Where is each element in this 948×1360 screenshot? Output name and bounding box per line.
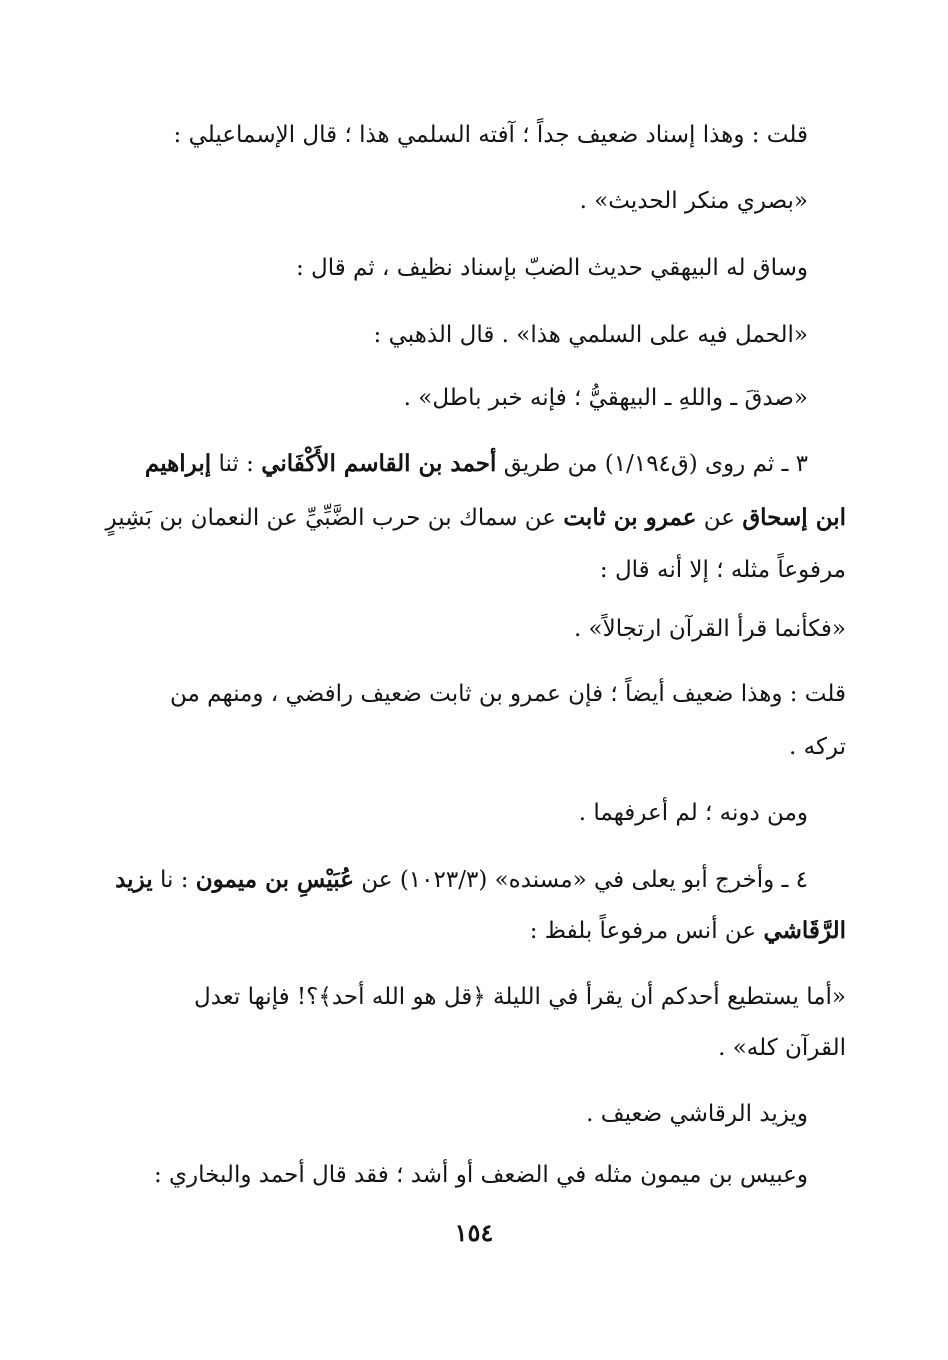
text-line-5: «صدقَ ـ واللهِ ـ البيهقيُّ ؛ فإنه خبر باطل» . [403, 385, 808, 411]
line-6-part-1: ٣ ـ ثم روى (ق١/١٩٤) من طريق [496, 451, 808, 477]
narrator-name-akfani: أحمد بن القاسم الأَكْفَاني [261, 450, 497, 477]
text-line-17: ويزيد الرقاشي ضعيف . [586, 1101, 808, 1127]
narrator-name-yazid: يزيد [115, 866, 153, 893]
text-line-16: القرآن كله» . [718, 1035, 846, 1061]
line-13-part-1: ٤ ـ وأخرج أبو يعلى في «مسنده» (١٠٢٣/٣) عن [353, 867, 808, 893]
text-line-13 [115, 865, 808, 895]
narrator-name-raqashi: الرَّقَاشي [763, 917, 846, 944]
text-line-8: مرفوعاً مثله ؛ إلا أنه قال : [599, 557, 846, 583]
text-line-1: قلت : وهذا إسناد ضعيف جداً ؛ آفته السلمي هذا ؛ قال الإسماعيلي : [173, 122, 808, 148]
text-line-7 [106, 503, 846, 533]
text-line-15: «أما يستطيع أحدكم أن يقرأ في الليلة ﴿قل هو الله أحد﴾؟! فإنها تعدل [194, 984, 846, 1010]
text-line-9: «فكأنما قرأ القرآن ارتجالاً» . [573, 616, 846, 642]
text-line-14 [530, 916, 846, 946]
line-7-part-4: عن سماك بن حرب الضَّبِّيِّ عن النعمان بن بَشِيرٍ [105, 505, 564, 531]
line-14-part-2: عن أنس مرفوعاً بلفظ : [529, 918, 764, 944]
page-number: ١٥٤ [454, 1218, 494, 1247]
text-line-4: «الحمل فيه على السلمي هذا» . قال الذهبي : [373, 322, 808, 348]
line-13-part-3: : نا [152, 867, 196, 893]
text-line-11: تركه . [789, 734, 846, 760]
line-7-part-2: عن [696, 505, 743, 531]
text-line-2: «بصري منكر الحديث» . [579, 188, 808, 214]
narrator-name-ibn-ishaq: ابن إسحاق [742, 504, 846, 531]
narrator-name-amr: عمرو بن ثابت [563, 504, 697, 531]
narrator-name-ibrahim: إبراهيم [144, 450, 212, 477]
text-line-10: قلت : وهذا ضعيف أيضاً ؛ فإن عمرو بن ثابت ضعيف رافضي ، ومنهم من [170, 681, 846, 707]
text-line-12: ومن دونه ؛ لم أعرفهما . [578, 800, 808, 826]
text-line-18: وعبيس بن ميمون مثله في الضعف أو أشد ؛ فقد قال أحمد والبخاري : [153, 1162, 808, 1188]
narrator-name-ubais: عُبَيْسِ بن ميمون [195, 866, 354, 893]
line-6-part-3: : ثنا [211, 451, 262, 477]
text-line-3: وساق له البيهقي حديث الضبّ بإسناد نظيف ، ثم قال : [295, 255, 808, 281]
text-line-6 [145, 449, 808, 479]
